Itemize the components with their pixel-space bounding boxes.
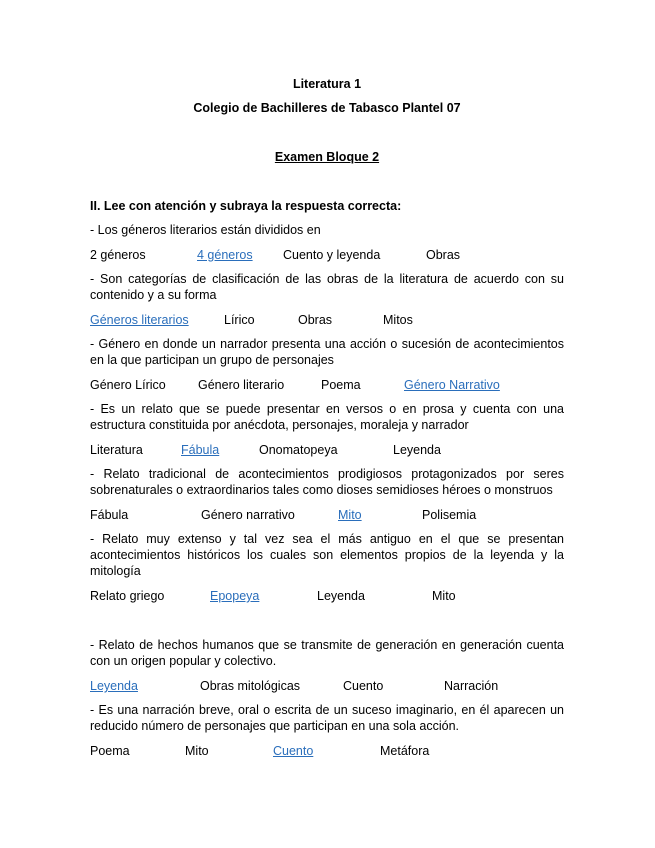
answer-option[interactable]: Obras [426,248,461,262]
school-name: Colegio de Bachilleres de Tabasco Plantel 07 [193,101,461,115]
answer-option[interactable]: Relato griego [90,589,165,603]
question-3-options [90,377,564,393]
question-7-prompt: - Relato de hechos humanos que se transmite de generación en generación cuenta con un origen popular y colectivo. [90,638,564,668]
answer-option[interactable]: Metáfora [380,744,430,758]
answer-option[interactable]: Leyenda [393,443,441,457]
answer-option[interactable]: Obras mitológicas [200,679,301,693]
answer-option[interactable]: Lírico [224,313,255,327]
answer-option[interactable]: Mito [185,744,209,758]
question-6-options [90,588,564,604]
question-2-prompt: - Son categorías de clasificación de las obras de la literatura de acuerdo con su contenido y a su forma [90,272,564,302]
answer-option[interactable]: Polisemia [422,508,477,522]
correct-answer-option[interactable]: Cuento [273,744,314,758]
answer-option[interactable]: Mito [432,589,456,603]
answer-option[interactable]: 2 géneros [90,248,146,262]
answer-option[interactable]: Poema [321,378,361,392]
correct-answer-option[interactable]: Mito [338,508,362,522]
answer-option[interactable]: Leyenda [317,589,365,603]
question-7-options [90,678,564,694]
correct-answer-option[interactable]: Fábula [181,443,220,457]
instruction-text: II. Lee con atención y subraya la respuesta correcta: [90,199,402,213]
answer-option[interactable]: Mitos [383,313,413,327]
question-6-prompt: - Relato muy extenso y tal vez sea el más antiguo en el que se presentan acontecimientos históricos los cuales son elementos propios de la leyenda y la mitología [90,532,564,578]
exam-title: Examen Bloque 2 [274,150,380,164]
question-8-options [90,743,564,759]
answer-option[interactable]: Cuento y leyenda [283,248,381,262]
answer-option[interactable]: Obras [298,313,333,327]
question-4-options [90,442,564,458]
question-2-options [90,312,564,328]
question-1-options [90,247,564,263]
answer-option[interactable]: Onomatopeya [259,443,338,457]
subject-title: Literatura 1 [292,77,362,91]
answer-option[interactable]: Cuento [343,679,384,693]
correct-answer-option[interactable]: Epopeya [210,589,260,603]
answer-option[interactable]: Género narrativo [201,508,295,522]
question-8-prompt: - Es una narración breve, oral o escrita de un suceso imaginario, en él aparecen un reducido número de personajes que participan en una sola acción. [90,703,564,733]
answer-option[interactable]: Narración [444,679,499,693]
correct-answer-option[interactable]: 4 géneros [197,248,253,262]
correct-answer-option[interactable]: Leyenda [90,679,138,693]
question-1-prompt: - Los géneros literarios están divididos en [90,223,321,237]
question-5-prompt: - Relato tradicional de acontecimientos prodigiosos protagonizados por seres sobrenaturales o extraordinarios tales como dioses semidioses héroes o monstruos [90,467,564,497]
answer-option[interactable]: Poema [90,744,130,758]
answer-option[interactable]: Literatura [90,443,143,457]
answer-option[interactable]: Género literario [198,378,285,392]
answer-option[interactable]: Fábula [90,508,129,522]
correct-answer-option[interactable]: Géneros literarios [90,313,189,327]
answer-option[interactable]: Género Lírico [90,378,166,392]
question-5-options [90,507,564,523]
question-3-prompt: - Género en donde un narrador presenta una acción o sucesión de acontecimientos en la que participan un grupo de personajes [90,337,564,367]
question-4-prompt: - Es un relato que se puede presentar en versos o en prosa y cuenta con una estructura constituida por anécdota, personajes, moraleja y narrador [90,402,564,432]
correct-answer-option[interactable]: Género Narrativo [404,378,500,392]
